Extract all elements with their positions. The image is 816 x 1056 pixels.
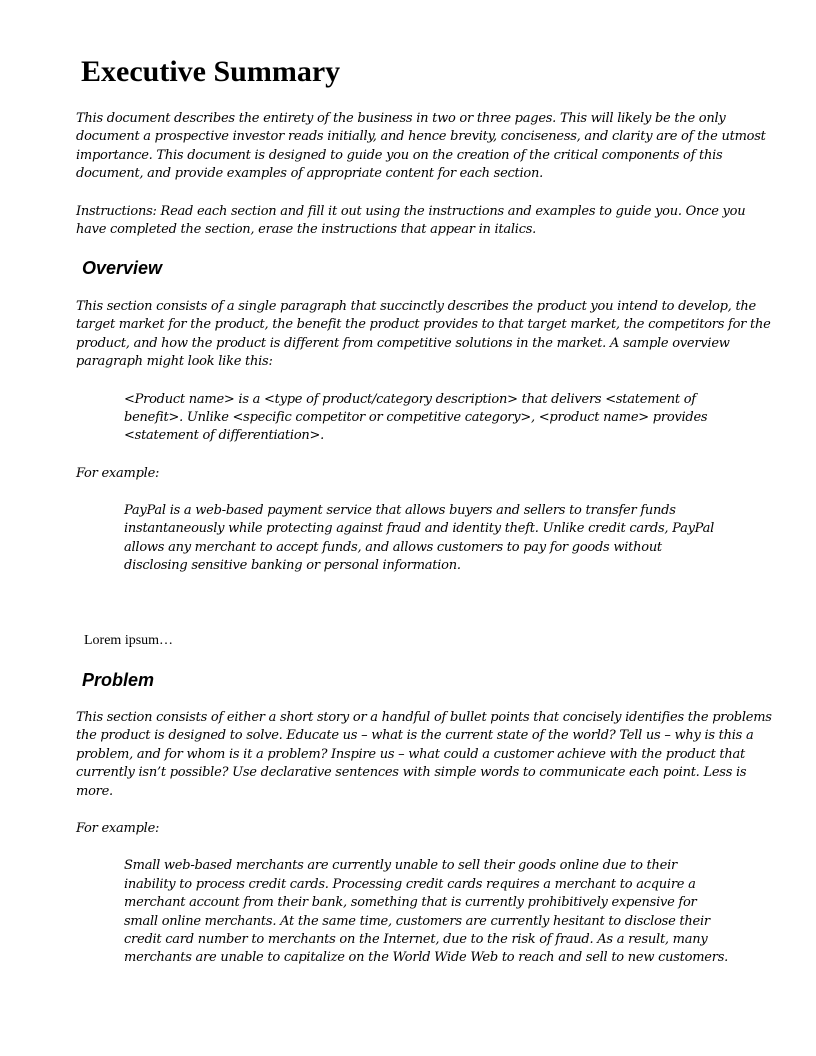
example-line: PayPal is a web-based payment service that allows buyers and sellers to transfer funds — [124, 503, 676, 518]
example-line: inability to process credit cards. Processing credit cards requires a merchant to acquire a — [124, 877, 696, 892]
overview-line: paragraph might look like this: — [76, 354, 273, 369]
intro-line: importance. This document is designed to guide you on the creation of the critical components of this — [76, 148, 723, 163]
example-line: merchants are unable to capitalize on the World Wide Web to reach and sell to new customers. — [124, 950, 729, 965]
problem-line: currently isn’t possible? Use declarative sentences with simple words to communicate each point. Less is — [76, 765, 747, 780]
template-line: benefit>. Unlike <specific competitor or competitive category>, <product name> provides — [124, 410, 708, 425]
intro-line: document, and provide examples of appropriate content for each section. — [76, 166, 544, 181]
problem-line: the product is designed to solve. Educate us – what is the current state of the world? Tell us – why is this a — [76, 728, 754, 743]
intro-line: This document describes the entirety of the business in two or three pages. This will likely be the only — [76, 111, 726, 126]
problem-line: This section consists of either a short story or a handful of bullet points that concisely identifies the problems — [76, 710, 772, 725]
example-line: credit card number to merchants on the Internet, due to the risk of fraud. As a result, many — [124, 932, 708, 947]
example-line: allows any merchant to accept funds, and allows customers to pay for goods without — [124, 540, 662, 555]
example-line: instantaneously while protecting against fraud and identity theft. Unlike credit cards, PayPal — [124, 521, 714, 536]
overview-line: product, and how the product is different from competitive solutions in the market. A sample overview — [76, 336, 730, 351]
example-line: disclosing sensitive banking or personal information. — [124, 558, 461, 573]
intro-line: document a prospective investor reads initially, and hence brevity, conciseness, and clarity are of the utmost — [76, 129, 766, 144]
instructions-line: Instructions: Read each section and fill it out using the instructions and examples to guide you. Once you — [76, 204, 746, 219]
overview-heading: Overview — [82, 258, 163, 278]
overview-line: This section consists of a single paragraph that succinctly describes the product you intend to develop, the — [76, 299, 756, 314]
problem-for-example-label: For example: — [76, 821, 160, 836]
instructions-line: have completed the section, erase the instructions that appear in italics. — [76, 222, 537, 237]
example-line: merchant account from their bank, something that is currently prohibitively expensive for — [124, 895, 697, 910]
example-line: small online merchants. At the same time, customers are currently hesitant to disclose their — [124, 914, 710, 929]
problem-heading: Problem — [82, 670, 155, 690]
example-line: Small web-based merchants are currently unable to sell their goods online due to their — [124, 858, 677, 873]
overview-line: target market for the product, the benefit the product provides to that target market, the competitors for the — [76, 317, 771, 332]
lorem-ipsum-text: Lorem ipsum… — [84, 633, 174, 648]
page-title: Executive Summary — [81, 55, 341, 88]
problem-line: problem, and for whom is it a problem? Inspire us – what could a customer achieve with the product that — [76, 747, 746, 762]
template-line: <Product name> is a <type of product/category description> that delivers <statement of — [124, 392, 696, 407]
problem-line: more. — [76, 784, 113, 799]
overview-for-example-label: For example: — [76, 466, 160, 481]
template-line: <statement of differentiation>. — [124, 428, 325, 443]
